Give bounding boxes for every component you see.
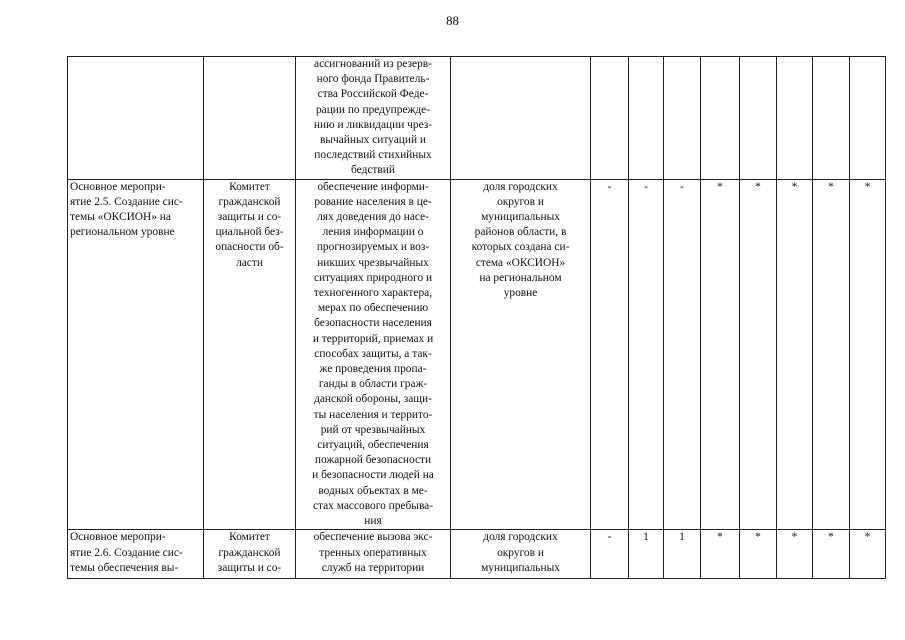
description-cell: ассигнований из резерв- ного фонда Правитель- ства Российской Феде- рации по предупрежде- нию и ликвидации чрез- вычайных ситуаций и последствий стихийных бедствий (296, 57, 451, 180)
value-cell: 1 (629, 530, 664, 579)
table-row (68, 179, 886, 530)
activity-cell (68, 57, 204, 180)
activity-cell: Основное меропри- ятие 2.5. Создание сис- темы «ОКСИОН» на региональном уровне (68, 179, 204, 530)
value-cell: 1 (664, 530, 701, 579)
page-number: 88 (446, 13, 459, 28)
value-cell (777, 57, 813, 180)
description-cell: обеспечение информи- рование населения в це- лях доведения до насе- ления информации о прогнозируемых и воз- никших чрезвычайных ситуациях природного и техногенного характера, мерах по обеспечению безопасности населения и территорий, приемах и способах защиты, а так- же проведения пропа- ганды в области граж- данской обороны, защи- ты населения и террито- рий от чрезвычайных ситуаций, обеспечения пожарной безопасности и безопасности людей на водных объектах в ме- стах массового пребыва- ния (296, 179, 451, 530)
value-cell: * (813, 179, 850, 530)
value-cell: * (740, 179, 777, 530)
value-cell: * (850, 530, 886, 579)
value-cell: * (740, 530, 777, 579)
value-cell (850, 57, 886, 180)
table-row (68, 530, 886, 579)
program-activities-table (67, 56, 886, 579)
indicator-cell: доля городских округов и муниципальных (451, 530, 591, 579)
activity-cell: Основное меропри- ятие 2.6. Создание сис- темы обеспечения вы- (68, 530, 204, 579)
table-row (68, 57, 886, 180)
value-cell: * (701, 179, 740, 530)
value-cell: - (664, 179, 701, 530)
value-cell: * (777, 179, 813, 530)
value-cell (591, 57, 629, 180)
value-cell: - (629, 179, 664, 530)
value-cell: - (591, 179, 629, 530)
executor-cell: Комитет гражданской защиты и со- циальной без- опасности об- ласти (204, 179, 296, 530)
value-cell: * (813, 530, 850, 579)
value-cell (664, 57, 701, 180)
value-cell (813, 57, 850, 180)
value-cell: * (850, 179, 886, 530)
value-cell (629, 57, 664, 180)
executor-cell: Комитет гражданской защиты и со- (204, 530, 296, 579)
value-cell: - (591, 530, 629, 579)
indicator-cell: доля городских округов и муниципальных районов области, в которых создана си- стема «ОКСИОН» на региональном уровне (451, 179, 591, 530)
executor-cell (204, 57, 296, 180)
value-cell: * (701, 530, 740, 579)
description-cell: обеспечение вызова экс- тренных оперативных служб на территории (296, 530, 451, 579)
value-cell (701, 57, 740, 180)
value-cell (740, 57, 777, 180)
value-cell: * (777, 530, 813, 579)
indicator-cell (451, 57, 591, 180)
